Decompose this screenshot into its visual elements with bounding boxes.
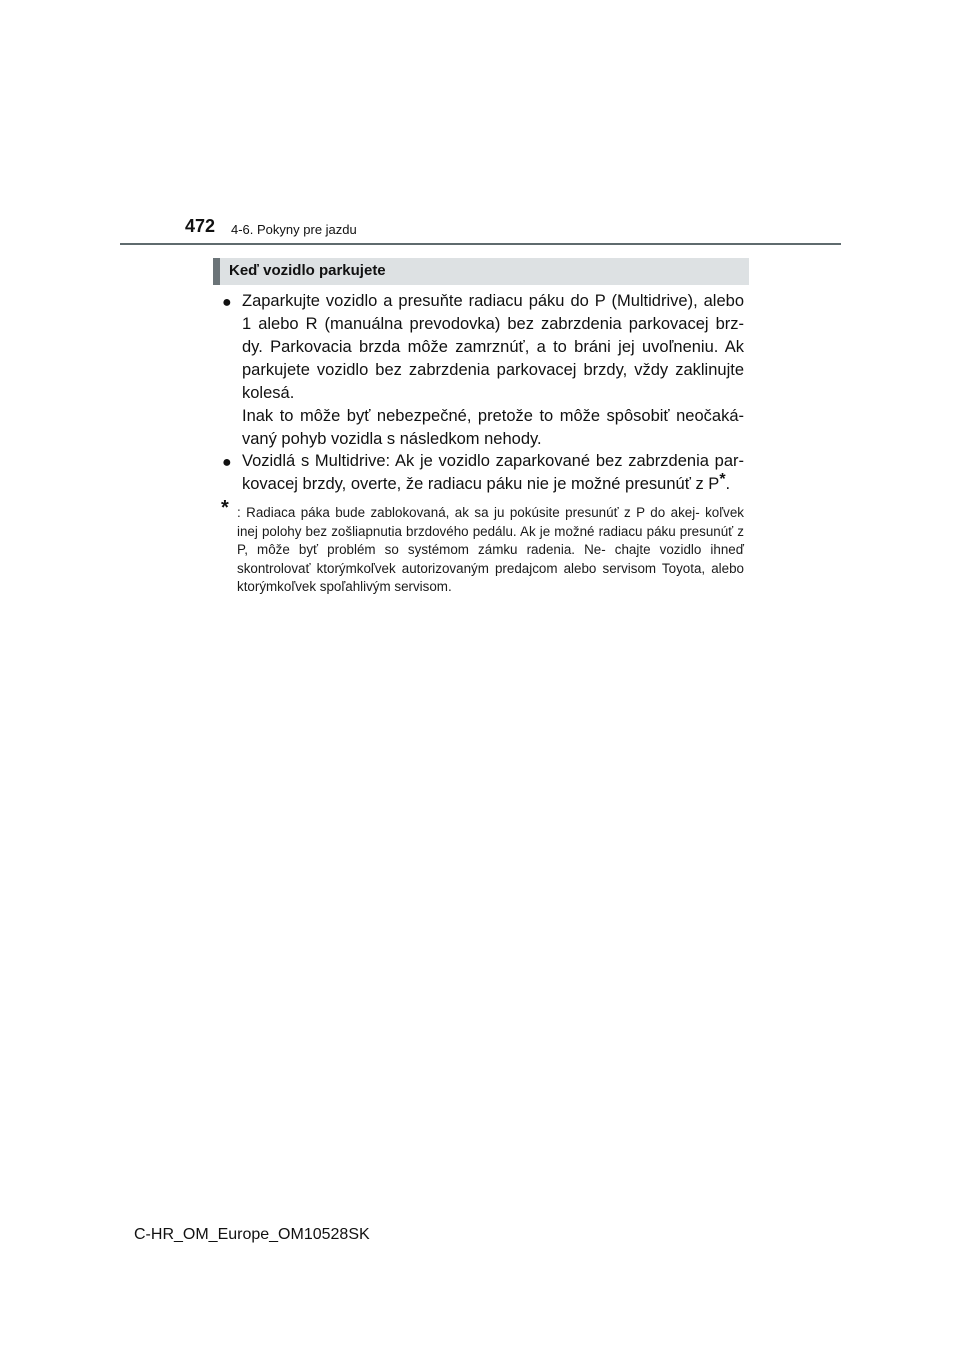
bullet-icon: ● (222, 294, 232, 311)
document-id: C-HR_OM_Europe_OM10528SK (134, 1226, 370, 1243)
sentence-end: . (725, 475, 731, 493)
footnote-text: : Radiaca páka bude zablokovaná, ak sa ju pokúsite presunúť z P do akej- koľvek inej polohy bez zošliapnutia brzdového pedálu. Ak je možné radiacu páku presunúť z P, môže byť problém so systémom zámku radenia. Ne- chajte vozidlo ihneď skontrolovať ktorýmkoľvek autorizovaným predajcom alebo servisom Toyota, alebo ktorýmkoľvek spoľahlivým servisom. (237, 505, 744, 595)
section-heading-box (213, 258, 749, 285)
bullet-text (242, 450, 744, 496)
paragraph: Inak to môže byť nebezpečné, pretože to môže spôsobiť neočaká- vaný pohyb vozidla s následkom nehody. (242, 407, 744, 448)
header-rule (120, 243, 841, 245)
section-title: 4-6. Pokyny pre jazdu (231, 222, 357, 237)
paragraph: Zaparkujte vozidlo a presuňte radiacu páku do P (Multidrive), alebo 1 alebo R (manuálna prevodovka) bez zabrzdenia parkovacej brz- dy. Parkovacia brzda môže zamrznúť, a to bráni jej uvoľneniu. Ak parkujete vozidlo bez zabrzdenia parkovacej brzdy, vždy zaklinujte kolesá. (242, 292, 744, 402)
bullet-icon: ● (222, 454, 232, 471)
page-number: 472 (185, 216, 216, 236)
bullet-text (242, 290, 744, 451)
footnote-star: * (221, 497, 229, 519)
section-heading: Keď vozidlo parkujete (229, 262, 386, 279)
footnote-marker: * (719, 471, 726, 488)
paragraph: Vozidlá s Multidrive: Ak je vozidlo zaparkované bez zabrzdenia par- kovacej brzdy, overte, že radiacu páku nie je možné presunúť z P (242, 452, 744, 493)
